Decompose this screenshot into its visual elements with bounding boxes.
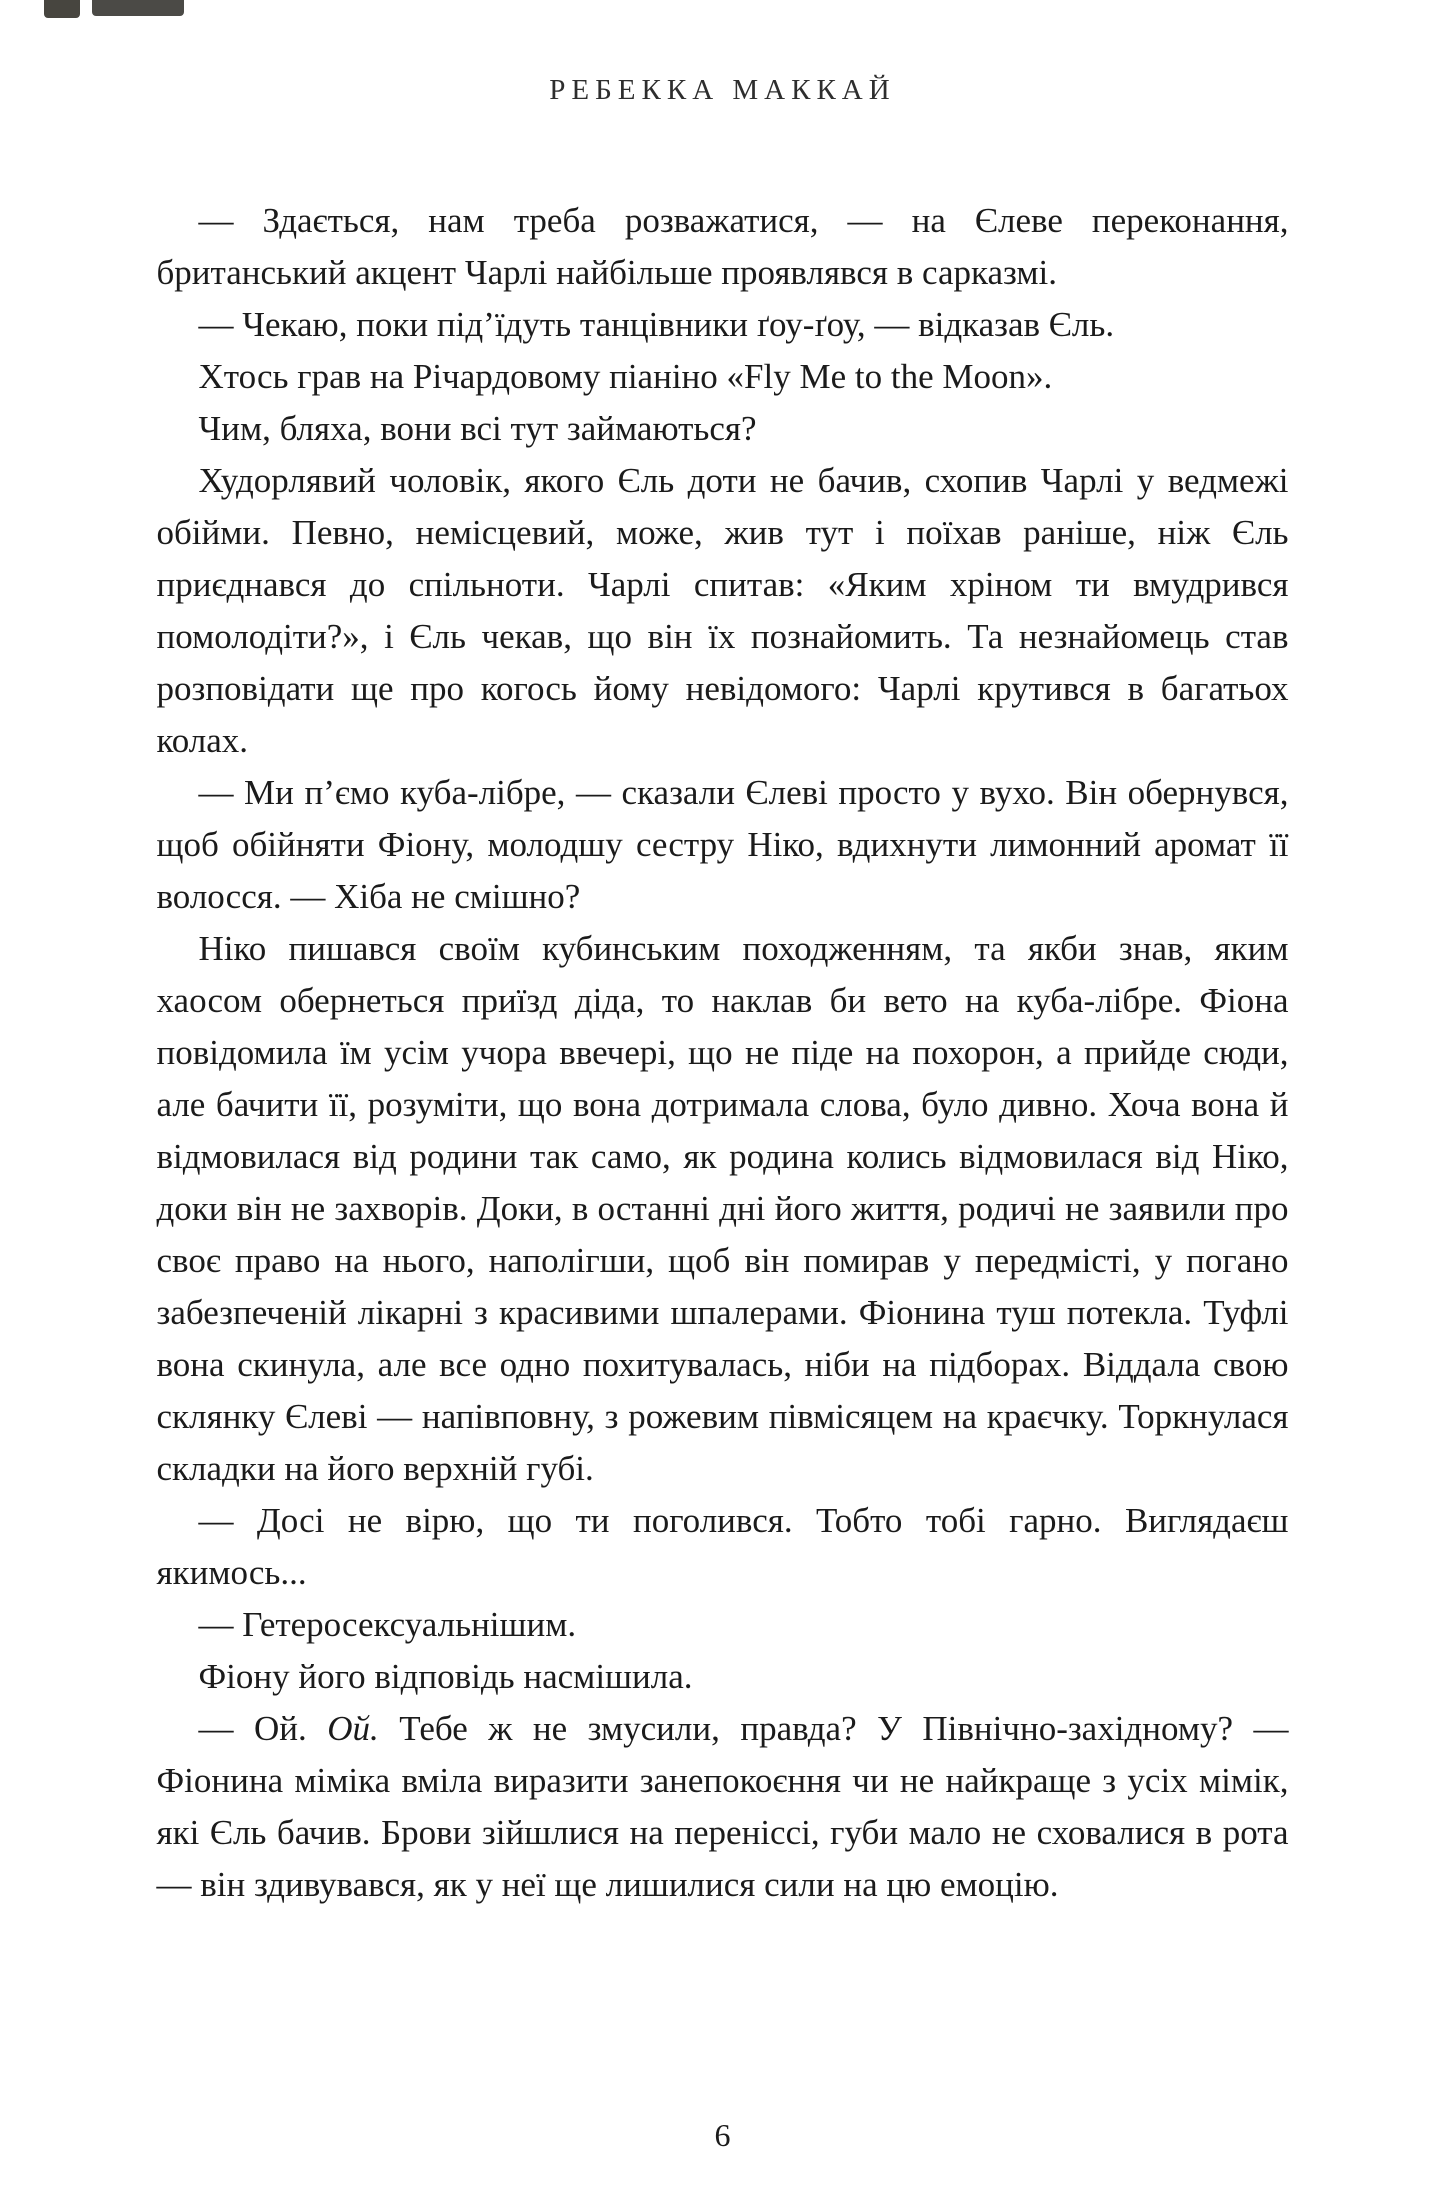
paragraph-text-italic: Ой. [327, 1709, 379, 1748]
paragraph-text: Тебе ж не змусили, правда? У Північно-західному? — Фіонина міміка вміла виразити занепокоєння чи не найкраще з усіх мімік, які Єль бачив. Брови зійшлися на переніссі, губи мало не сховалися в рота — він здивувався, як у неї ще лишилися сили на цю емоцію. [156, 1709, 1289, 1904]
paragraph [157, 195, 1289, 299]
paragraph-text: Ніко пишався своїм кубинським походженням, та якби знав, яким хаосом обернеться приїзд діда, то наклав би вето на куба-лібре. Фіона повідомила їм усім учора ввечері, що не піде на похорон, а прийде сюди, але бачити її, розуміти, що вона дотримала слова, було дивно. Хоча вона й відмовилася від родини так само, як родина колись відмовилася від Ніко, доки він не захворів. Доки, в останні дні його життя, родичі не заявили про своє право на нього, наполігши, щоб він помирав у передмісті, у погано забезпеченій лікарні з красивими шпалерами. Фіонина туш потекла. Туфлі вона скинула, але все одно похитувалась, ніби на підборах. Віддала свою склянку Єлеві — напівповну, з рожевим півмісяцем на краєчку. Торкнулася складки на його верхній губі. [156, 929, 1289, 1488]
paragraph-text: — Досі не вірю, що ти поголився. Тобто тобі гарно. Виглядаєш якимось... [156, 1501, 1289, 1592]
paragraph [157, 767, 1289, 923]
paragraph-text: Чим, бляха, вони всі тут займаються? [198, 409, 757, 448]
paragraph-text: — Чекаю, поки під’їдуть танцівники ґоу-ґоу, — відказав Єль. [198, 305, 1115, 344]
paragraph-text: Фіону його відповідь насмішила. [198, 1657, 693, 1696]
page-number: 6 [714, 2117, 731, 2153]
paragraph-text: — Здається, нам треба розважатися, — на Єлеве переконання, британський акцент Чарлі найбільше проявлявся в сарказмі. [156, 201, 1289, 292]
paragraph [157, 1599, 1289, 1651]
paragraph [157, 1703, 1289, 1911]
running-head: РЕБЕККА МАККАЙ [549, 74, 896, 106]
scan-artifact [92, 0, 184, 16]
paragraph [157, 1651, 1289, 1703]
paragraph [157, 923, 1289, 1495]
paragraph [157, 1495, 1289, 1599]
scan-artifact [44, 0, 80, 18]
paragraph-text: Худорлявий чоловік, якого Єль доти не бачив, схопив Чарлі у ведмежі обійми. Певно, немісцевий, може, жив тут і поїхав раніше, ніж Єль приєднався до спільноти. Чарлі спитав: «Яким хріном ти вмудрився помолодіти?», і Єль чекав, що він їх познайомить. Та незнайомець став розповідати ще про когось йому невідомого: Чарлі крутився в багатьох колах. [156, 461, 1289, 760]
paragraph [157, 299, 1289, 351]
paragraph [157, 403, 1289, 455]
paragraph-text: Хтось грав на Річардовому піаніно «Fly Me to the Moon». [198, 357, 1053, 396]
paragraph-text: — Ой. [198, 1709, 328, 1748]
paragraph-text: — Гетеросексуальнішим. [198, 1605, 577, 1644]
text-block [157, 195, 1289, 1911]
paragraph [157, 351, 1289, 403]
paragraph-text: — Ми п’ємо куба-лібре, — сказали Єлеві просто у вухо. Він обернувся, щоб обійняти Фіону, молодшу сестру Ніко, вдихнути лимонний аромат її волосся. — Хіба не смішно? [156, 773, 1289, 916]
paragraph [157, 455, 1289, 767]
